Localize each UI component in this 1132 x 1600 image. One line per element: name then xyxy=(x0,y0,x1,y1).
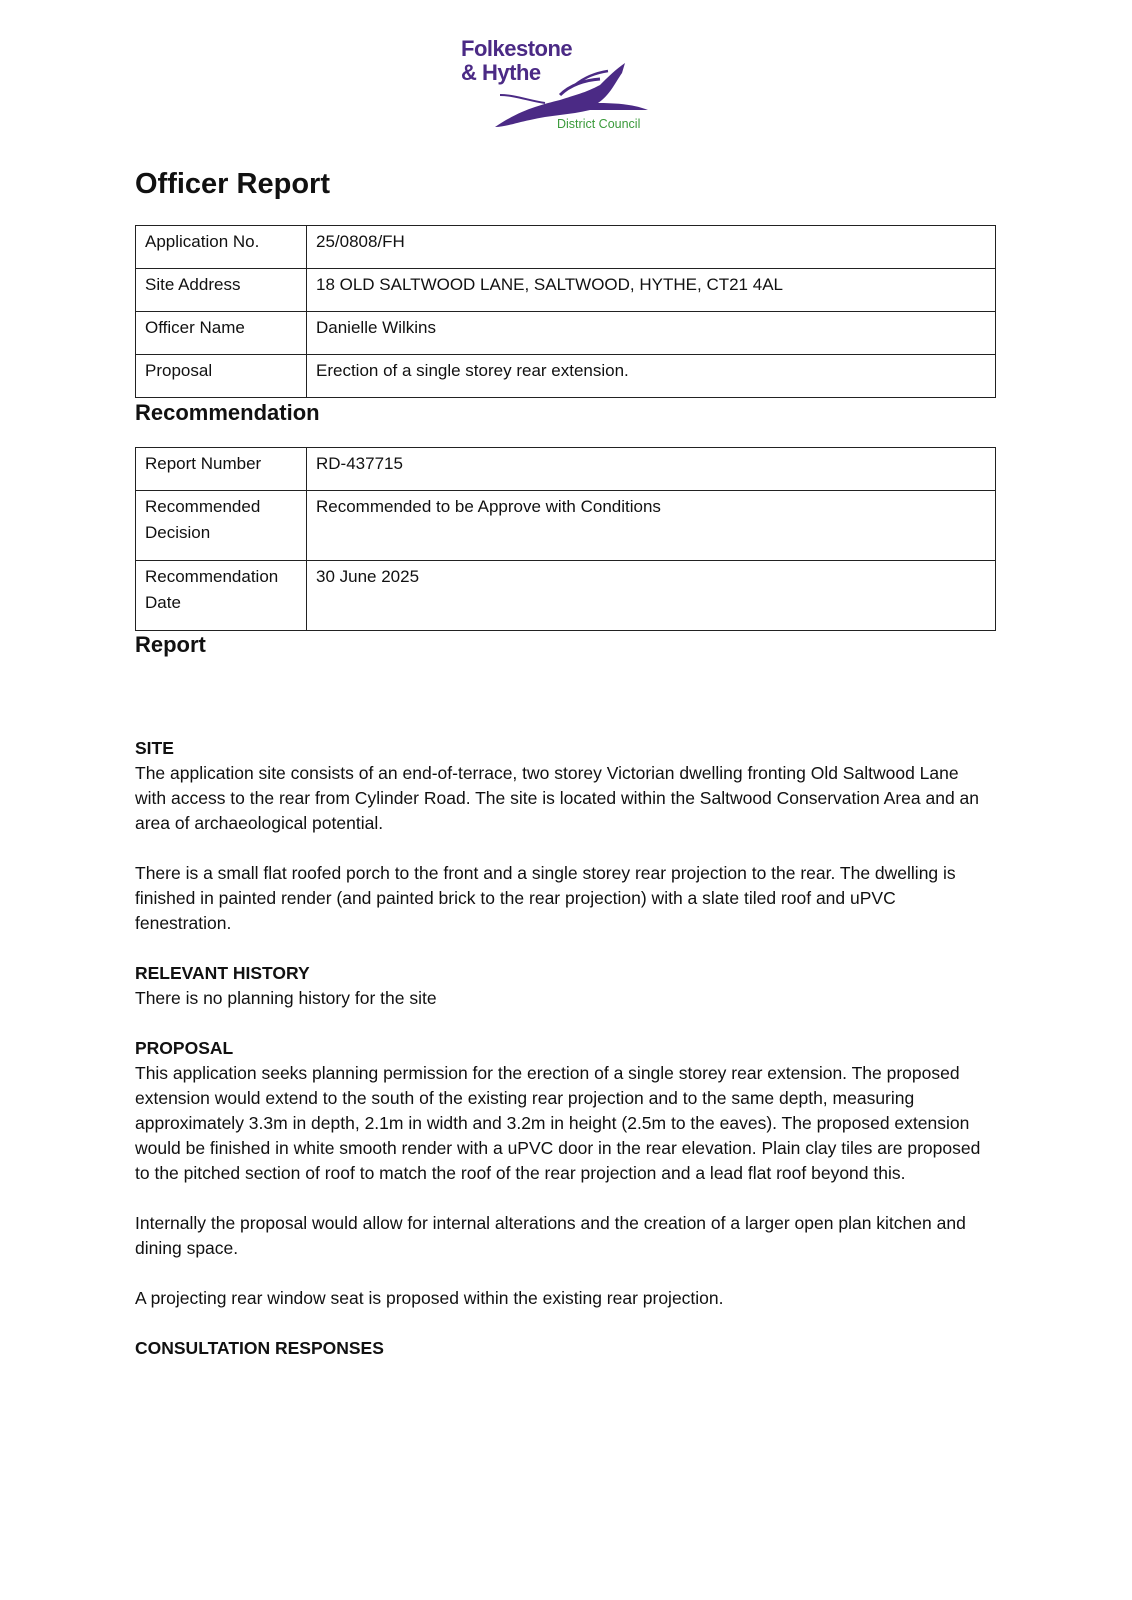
row-value: Recommended to be Approve with Conditions xyxy=(307,491,996,561)
table-row xyxy=(136,491,996,561)
application-table xyxy=(135,225,996,398)
row-value: 18 OLD SALTWOOD LANE, SALTWOOD, HYTHE, CT21 4AL xyxy=(307,269,996,312)
row-value: Danielle Wilkins xyxy=(307,312,996,355)
history-heading: RELEVANT HISTORY xyxy=(135,963,310,983)
row-label: Recommended Decision xyxy=(136,491,307,561)
proposal-paragraph: Internally the proposal would allow for internal alterations and the creation of a larger open plan kitchen and dining space. xyxy=(135,1213,966,1258)
row-label: Report Number xyxy=(136,448,307,491)
row-value: 25/0808/FH xyxy=(307,226,996,269)
council-logo xyxy=(455,35,655,135)
report-body xyxy=(135,736,985,1361)
row-value: 30 June 2025 xyxy=(307,561,996,631)
row-value: RD-437715 xyxy=(307,448,996,491)
site-heading: SITE xyxy=(135,738,174,758)
table-row xyxy=(136,226,996,269)
table-row xyxy=(136,355,996,398)
proposal-heading: PROPOSAL xyxy=(135,1038,234,1058)
site-paragraph: The application site consists of an end-of-terrace, two storey Victorian dwelling fronting Old Saltwood Lane with access to the rear from Cylinder Road. The site is located within the Saltwood Conservation Area and an area of archaeological potential. xyxy=(135,763,980,833)
history-paragraph: There is no planning history for the site xyxy=(135,988,437,1008)
recommendation-table xyxy=(135,447,996,631)
site-paragraph: There is a small flat roofed porch to the front and a single storey rear projection to the rear. The dwelling is finished in painted render (and painted brick to the rear projection) with a slate tiled roof and uPVC fenestration. xyxy=(135,863,956,933)
consultation-heading: CONSULTATION RESPONSES xyxy=(135,1338,384,1358)
logo-line1: Folkestone xyxy=(461,36,573,61)
row-label: Officer Name xyxy=(136,312,307,355)
table-row xyxy=(136,448,996,491)
row-label: Proposal xyxy=(136,355,307,398)
table-row xyxy=(136,561,996,631)
logo-line3: District Council xyxy=(557,117,641,131)
table-row xyxy=(136,312,996,355)
page-title: Officer Report xyxy=(135,168,330,200)
proposal-paragraph: This application seeks planning permission for the erection of a single storey rear extension. The proposed extension would extend to the south of the existing rear projection and to the same depth, measuring approximately 3.3m in depth, 2.1m in width and 3.2m in height (2.5m to the eaves). The proposed extension would be finished in white smooth render with a uPVC door in the rear elevation. Plain clay tiles are proposed to the pitched section of roof to match the roof of the rear projection and a lead flat roof beyond this. xyxy=(135,1063,981,1183)
proposal-paragraph: A projecting rear window seat is proposed within the existing rear projection. xyxy=(135,1288,724,1308)
row-label: Site Address xyxy=(136,269,307,312)
logo-line2: & Hythe xyxy=(461,60,541,85)
report-heading: Report xyxy=(135,632,206,657)
row-label: Application No. xyxy=(136,226,307,269)
row-label: Recommendation Date xyxy=(136,561,307,631)
row-value: Erection of a single storey rear extension. xyxy=(307,355,996,398)
table-row xyxy=(136,269,996,312)
recommendation-heading: Recommendation xyxy=(135,400,320,425)
